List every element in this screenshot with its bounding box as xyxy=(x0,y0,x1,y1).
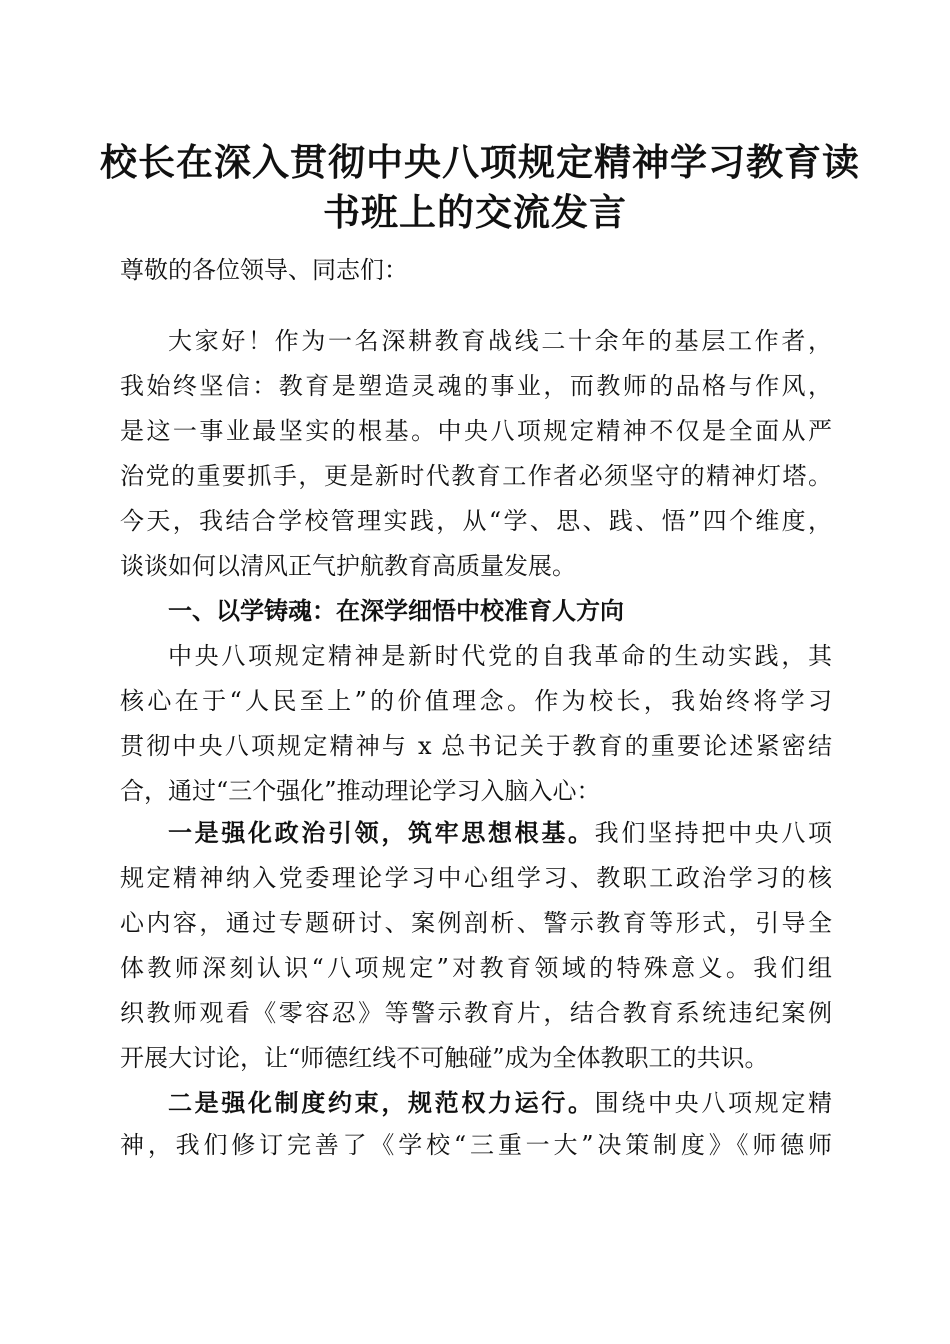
point1-line: 规定精神纳入党委理论学习中心组学习、教职工政治学习的核 xyxy=(120,864,832,892)
point1-line: 心内容，通过专题研讨、案例剖析、警示教育等形式，引导全 xyxy=(120,909,832,937)
document-title-line-1: 校长在深入贯彻中央八项规定精神学习教育读 xyxy=(100,140,860,184)
section-heading: 一、以学铸魂：在深学细悟中校准育人方向 xyxy=(168,597,624,625)
point1-first-line-rest: 我们坚持把中央八项 xyxy=(594,819,832,847)
intro-line: 我始终坚信：教育是塑造灵魂的事业，而教师的品格与作风， xyxy=(120,372,832,400)
point2-lead: 二是强化制度约束，规范权力运行。 xyxy=(168,1088,595,1117)
point2-first-line-rest: 围绕中央八项规定精 xyxy=(594,1089,832,1117)
intro-line: 是这一事业最坚实的根基。中央八项规定精神不仅是全面从严 xyxy=(120,417,832,445)
point1-lead: 一是强化政治引领，筑牢思想根基。 xyxy=(168,818,595,847)
intro-line: 治党的重要抓手，更是新时代教育工作者必须坚守的精神灯塔。 xyxy=(120,462,832,490)
intro-line: 谈谈如何以清风正气护航教育高质量发展。 xyxy=(120,552,576,580)
point2-first-line xyxy=(120,1081,832,1125)
section1-line: 贯彻中央八项规定精神与 x 总书记关于教育的重要论述紧密结 xyxy=(120,732,832,760)
point1-line: 开展大讨论，让“师德红线不可触碰”成为全体教职工的共识。 xyxy=(120,1044,769,1072)
document-title-line-2: 书班上的交流发言 xyxy=(323,190,627,234)
point1-line: 织教师观看《零容忍》等警示教育片，结合教育系统违纪案例 xyxy=(120,999,832,1027)
section1-line: 核心在于“人民至上”的价值理念。作为校长，我始终将学习 xyxy=(120,687,832,715)
intro-line: 今天，我结合学校管理实践，从“学、思、践、悟”四个维度， xyxy=(120,507,832,535)
intro-line: 大家好！作为一名深耕教育战线二十余年的基层工作者， xyxy=(168,327,832,355)
section1-line: 合，通过“三个强化”推动理论学习入脑入心： xyxy=(120,777,601,805)
section1-line: 中央八项规定精神是新时代党的自我革命的生动实践，其 xyxy=(168,642,832,670)
point2-line: 神，我们修订完善了《学校“三重一大”决策制度》《师德师 xyxy=(120,1131,832,1159)
salutation: 尊敬的各位领导、同志们： xyxy=(120,256,408,284)
point1-line: 体教师深刻认识“八项规定”对教育领域的特殊意义。我们组 xyxy=(120,954,832,982)
point1-first-line xyxy=(120,811,832,855)
